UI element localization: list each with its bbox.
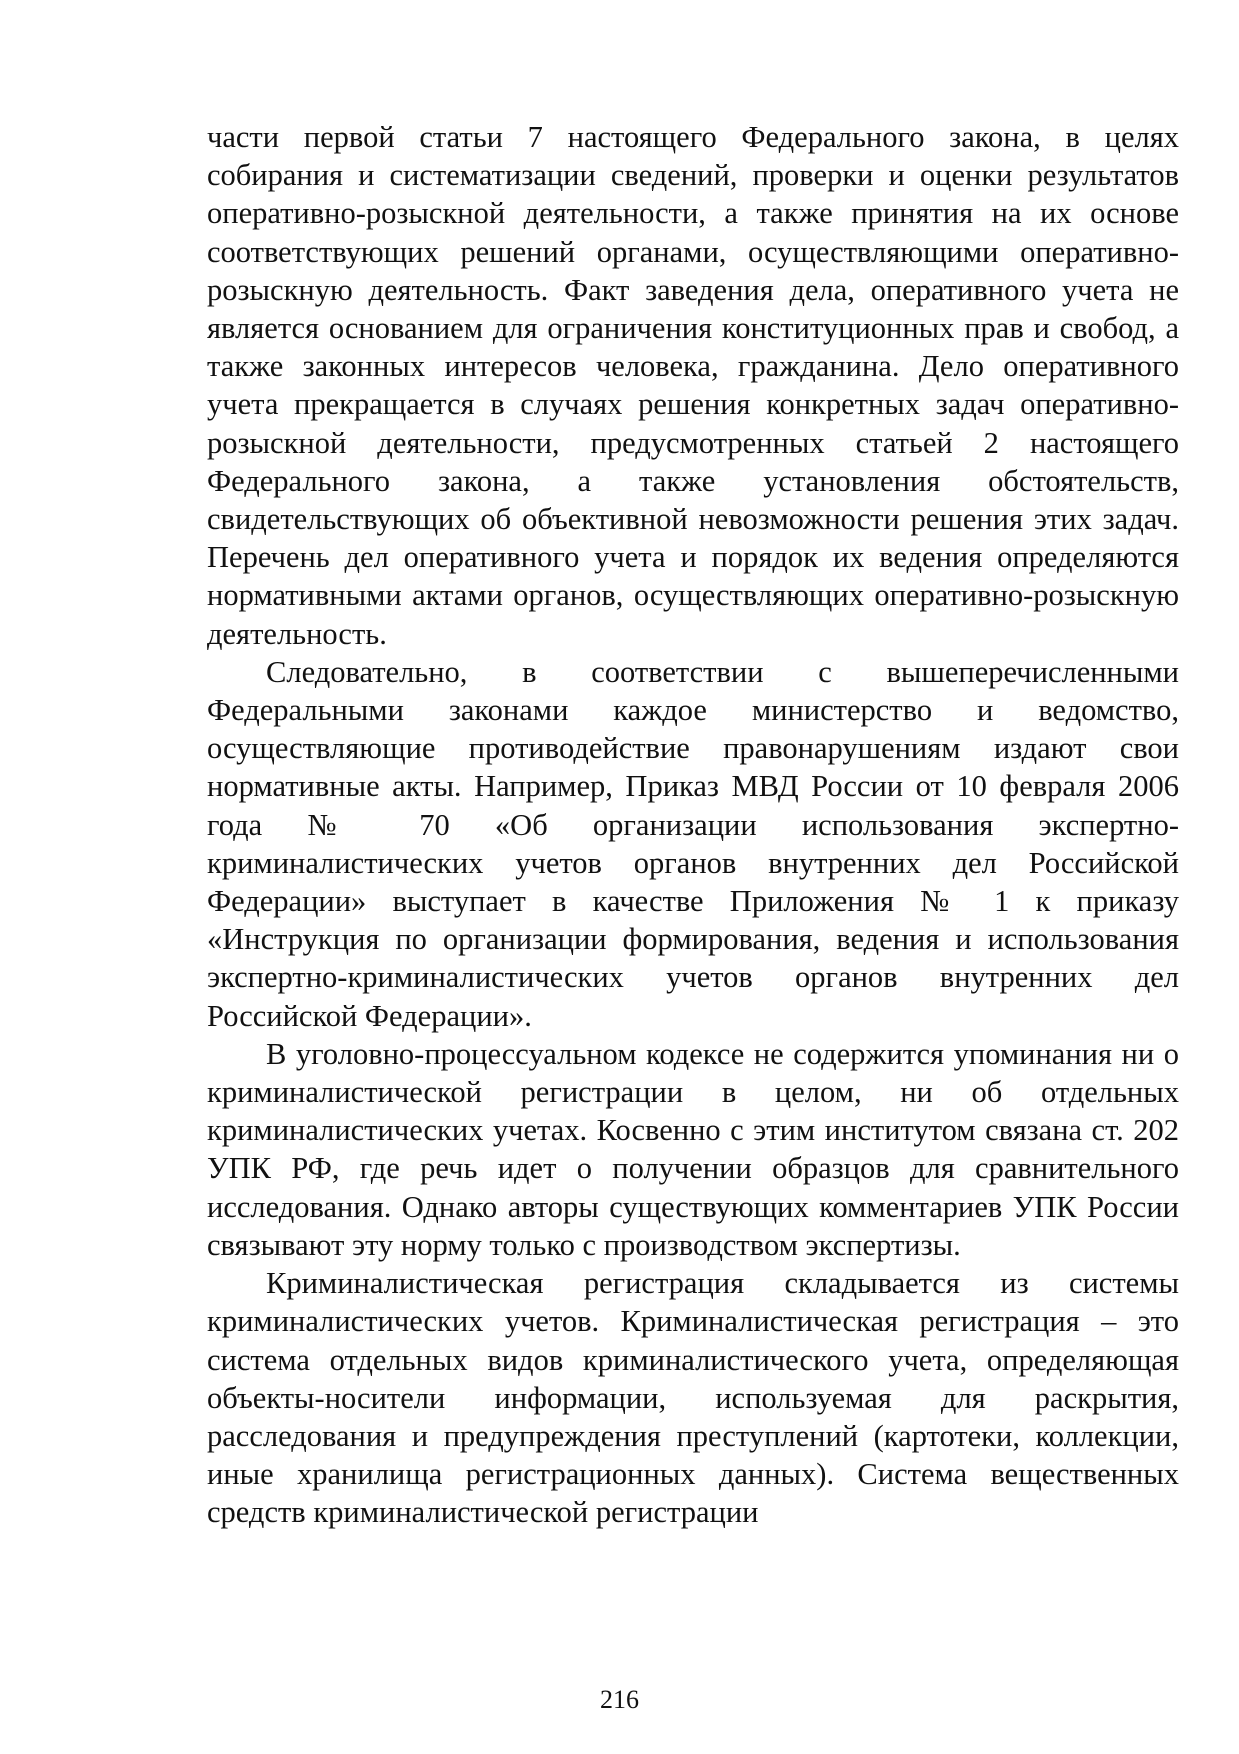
paragraph: Криминалистическая регистрация складывается из системы криминалистических учетов. Криминалистическая регистрация – это система отдельных видов криминалистического учета, определяющая объекты-носители информации, используемая для раскрытия, расследования и предупреждения преступлений (картотеки, коллекции, иные хранилища регистрационных данных). Система вещественных средств криминалистической регистрации (207, 1266, 1179, 1530)
paragraph: Следовательно, в соответствии с вышеперечисленными Федеральными законами каждое министерство и ведомство, осуществляющие противодействие правонарушениям издают свои нормативные акты. Например, Приказ МВД России от 10 февраля 2006 года № 70 «Об организации использования экспертно-криминалистических учетов органов внутренних дел Российской Федерации» выступает в качестве Приложения № 1 к приказу «Инструкция по организации формирования, ведения и использования экспертно-криминалистических учетов органов внутренних дел Российской Федерации». (207, 654, 1179, 1033)
body-text (207, 118, 1179, 1532)
page-number: 216 (600, 1685, 639, 1714)
paragraph: В уголовно-процессуальном кодексе не содержится упоминания ни о криминалистической регистрации в целом, ни об отдельных криминалистических учетах. Косвенно с этим институтом связана ст. 202 УПК РФ, где речь идет о получении образцов для сравнительного исследования. Однако авторы существующих комментариев УПК России связывают эту норму только с производством экспертизы. (207, 1036, 1179, 1262)
paragraph: части первой статьи 7 настоящего Федерального закона, в целях собирания и систематизации сведений, проверки и оценки результатов оперативно-розыскной деятельности, а также принятия на их основе соответствующих решений органами, осуществляющими оперативно-розыскную деятельность. Факт заведения дела, оперативного учета не является основанием для ограничения конституционных прав и свобод, а также законных интересов человека, гражданина. Дело оперативного учета прекращается в случаях решения конкретных задач оперативно-розыскной деятельности, предусмотренных статьей 2 настоящего Федерального закона, а также установления обстоятельств, свидетельствующих об объективной невозможности решения этих задач. Перечень дел оперативного учета и порядок их ведения определяются нормативными актами органов, осуществляющих оперативно-розыскную деятельность. (207, 120, 1179, 651)
